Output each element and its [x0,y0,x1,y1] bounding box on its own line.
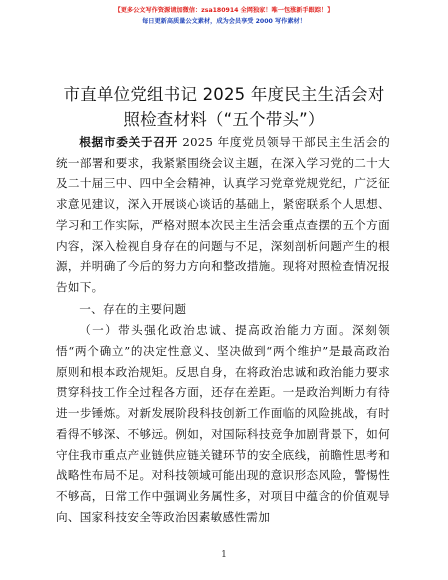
subsection-paragraph: （一）带头强化政治忠诚、提高政治能力方面。深刻领悟“两个确立”的决定性意义、坚决做到“两个维护”是最高政治原则和根本政治规矩。反思自身，在将政治忠诚和政治能力要求贯穿科技工作全过程各方面，还存在差距。一是政治判断力有待进一步锤炼。对新发展阶段科技创新工作面临的风险挑战，有时看得不够深、不够远。例如，对国际科技竞争加剧背景下，如何守住我市重点产业链供应链关键环节的安全底线，前瞻性思考和战略性布局不足。对科技领域可能出现的意识形态风险，警惕性不够高，日常工作中强调业务属性多，对项目中蕴含的价值观导向、国家科技安全等政治因素敏感性需加 [56,323,390,524]
section-heading: 一、存在的主要问题 [79,301,187,316]
page-number: 1 [221,550,227,560]
intro-text: 2025 年度党员领导干部民主生活会的统一部署和要求，我紧紧围绕会议主题，在深入学习党的二十大及二十届三中、四中全会精神，认真学习党章党规党纪，广泛征求意见建议，深入开展谈心谈话的基础上，紧密联系个人思想、学习和工作实际，严格对照本次民主生活会重点查摆的五个方面内容，深入检视自身存在的问题与不足，深刻剖析问题产生的根源，并明确了今后的努力方向和整改措施。现将对照检查情况报告如下。 [56,135,390,294]
promo-banner-line-1: 【更多公文写作资源请加微信：zsa180914 全网独家！唯一包涨新手跟踪！】 [114,7,334,14]
promo-banner-line-2: 每日更新高质量公文素材，成为会员享受 2000 写作素材！ [142,18,306,25]
intro-lead: 根据市委关于召开 [79,135,178,149]
intro-paragraph [56,132,390,298]
document-body [56,132,390,527]
document-title: 市直单位党组书记 2025 年度民主生活会对照检查材料（“五个带头”） [63,85,385,129]
